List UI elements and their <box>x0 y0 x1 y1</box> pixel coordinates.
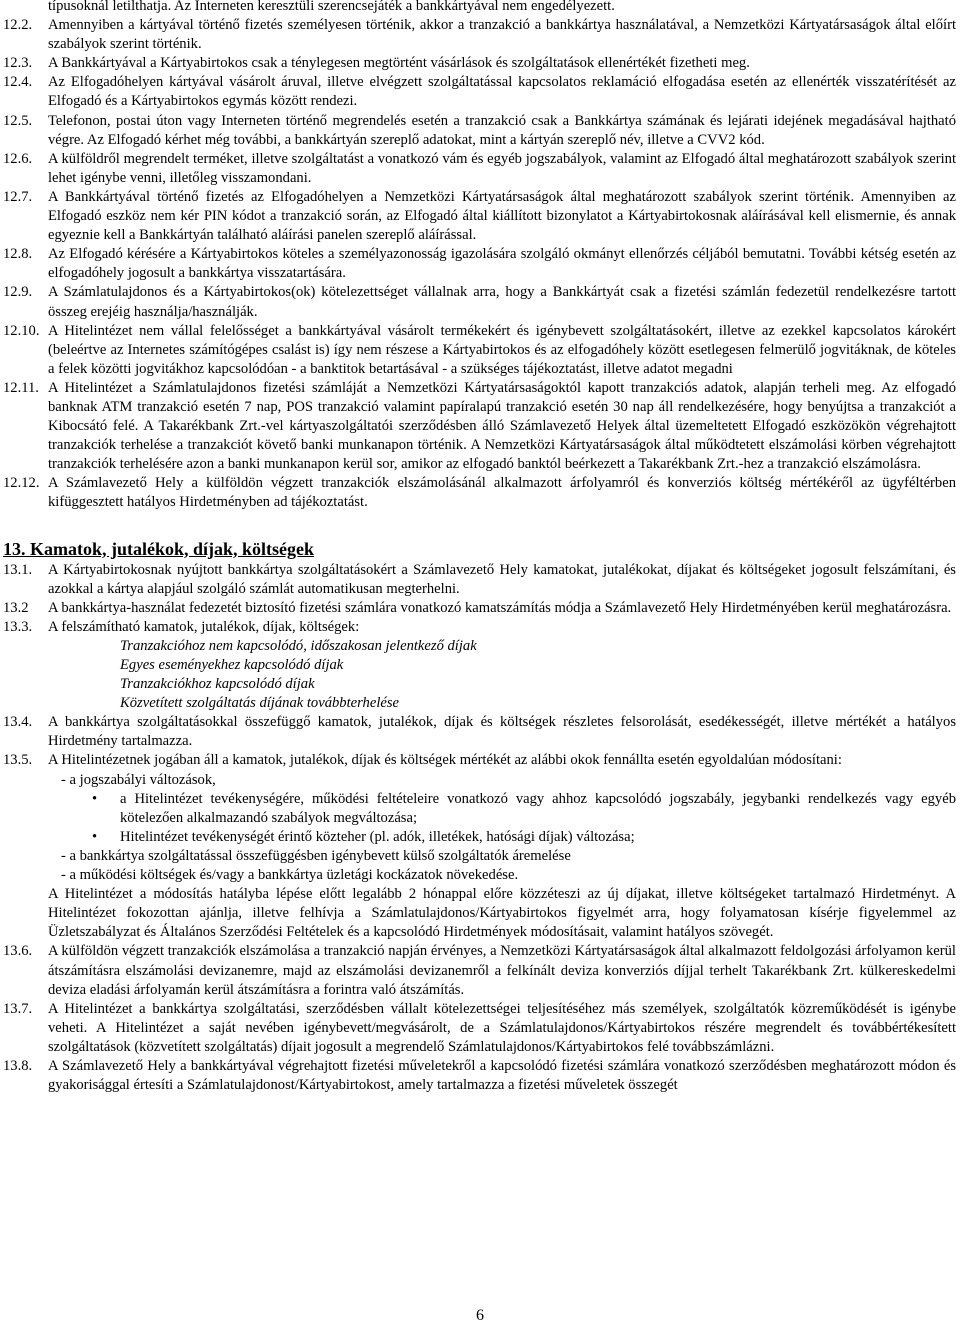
fee-type-list-item: Egyes eseményekhez kapcsolódó díjak <box>120 657 344 673</box>
item-number: 13.2 <box>3 599 29 616</box>
item-number: 12.11. <box>3 379 39 396</box>
item-text: A külföldről megrendelt terméket, illetve szolgáltatást a vonatkozó vám és egyéb jogszabályok, valamint az Elfogadó által meghatározott szabályok szerint lehet igénybe venni, illetőleg visszamondani. <box>48 150 956 186</box>
item-text: A felszámítható kamatok, jutalékok, díjak, költségek: <box>48 618 360 635</box>
item-13-6 <box>0 942 960 999</box>
item-text: Amennyiben a kártyával történő fizetés személyesen történik, akkor a tranzakció a bankkártya használatával, a Nemzetközi Kártyatársaságok által előírt szabályok szerint történik. <box>48 17 956 53</box>
bullet-list <box>0 790 960 847</box>
item-number: 13.7. <box>3 1000 33 1017</box>
item-12-3 <box>0 54 960 73</box>
item-text: A Hitelintézet a bankkártya szolgáltatási, szerződésben vállalt kötelezettségei teljesítéséhez más személyek, szolgáltatók közreműködését is igénybe veheti. A Hitelintézet a saját nevében igénybevett/megvásárolt, de a Számlatulajdonos/Kártyabirtokos részére megrendelt és továbbértékesített szolgáltatások (közvetített szolgáltatás) díjait jogosult a megrendelő Számlatulajdonos/Kártyabirtokos felé továbbszámlázni. <box>48 1000 956 1055</box>
item-13-5 <box>0 751 960 770</box>
item-number: 12.2. <box>3 17 33 34</box>
item-number: 12.3. <box>3 55 33 72</box>
item-12-2 <box>0 16 960 54</box>
item-12-11 <box>0 379 960 474</box>
item-text: A külföldön végzett tranzakciók elszámolása a tranzakció napján érvényes, a Nemzetközi Kártyatársaságok által alkalmazott feldolgozási árfolyamon kerül átszámításra elszámolási devizanemre, majd az elszámolási devizanemről a felkínált deviza konverziós díjjal terhelt Takarékbank Zrt. külkereskedelmi deviza eladási árfolyamán kerül átszámításra a forintra való átszámítás. <box>48 943 956 998</box>
item-text: A bankkártya szolgáltatásokkal összefüggő kamatok, jutalékok, díjak és költségek részletes felsorolását, esedékességét, illetve mértékét a hatályos Hirdetmény tartalmazza. <box>48 714 956 750</box>
item-number: 13.5. <box>3 752 33 769</box>
item-text: Telefonon, postai úton vagy Interneten történő megrendelés esetén a tranzakció csak a Bankkártya számának és lejárati idejének megadásával hajtható végre. Az Elfogadó kérhet még további, a bankkártyán szereplő adatokat, mint a kártyán szereplő név, illetve a CVV2 kód. <box>48 112 956 148</box>
item-text: A Hitelintézet nem vállal felelősséget a bankkártyával vásárolt termékekért és igénybevett szolgáltatásokért, illetve az ezekkel kapcsolatos károkért (beleértve az Internetes számítógépes csalást is) így nem részese a Kártyabirtokos és az elfogadóhely között esetlegesen felmerülő jogvitáknak, de köteles a felek közötti jogvitákhoz kapcsolódóan - a banktitok betartásával - a szükséges tájékoztatást, illetve adatot megadni <box>48 322 956 377</box>
item-text: Az Elfogadó kérésére a Kártyabirtokos köteles a személyazonosság igazolására szolgáló okmányt ellenőrzés céljából bemutatni. További kétség esetén az elfogadóhely jogosult a bankkártya visszatartására. <box>48 246 956 282</box>
fee-type-list-item: Tranzakcióhoz nem kapcsolódó, időszakosan jelentkező díjak <box>120 637 477 654</box>
item-text: A Számlatulajdonos és a Kártyabirtokos(ok) kötelezettséget vállalnak arra, hogy a Bankkártyát csak a fizetési számlán fedezetül rendelkezésre tartott összeg erejéig használja/használják. <box>48 284 956 320</box>
item-number: 12.10. <box>3 322 40 339</box>
item-number: 13.8. <box>3 1057 33 1074</box>
item-12-12 <box>0 474 960 512</box>
top-fragment: típusoknál letilthatja. Az Interneten keresztüli szerencsejáték a bankkártyával nem engedélyezett. <box>48 0 615 14</box>
item-13-8 <box>0 1057 960 1095</box>
bullet-list-item: • a Hitelintézet tevékenységére, működési feltételeire vonatkozó vagy ahhoz kapcsolódó jogszabály, jegybanki rendelkezés vagy egyéb kötelezően alkalmazandó szabályok megváltozása; <box>0 790 956 828</box>
dash-list-item: - a működési költségek és/vagy a bankkártya üzletági kockázatok növekedése. <box>61 867 519 884</box>
item-text: A Bankkártyával történő fizetés az Elfogadóhelyen a Nemzetközi Kártyatársaságok által meghatározott szabályok szerint történik. Amennyiben az Elfogadó eszköz nem kér PIN kódot a tranzakció során, az Elfogadó által kiállított bizonylatot a Kártyabirtokosnak aláírásával kell elismernie, és annak egyeznie kell a Bankkártyán található aláírási panelen szereplő aláírással. <box>48 188 956 244</box>
item-13-4 <box>0 713 960 751</box>
item-number: 13.3. <box>3 618 33 635</box>
page-number: 6 <box>476 1307 484 1324</box>
item-number: 12.4. <box>3 74 33 91</box>
item-text: A Bankkártyával a Kártyabirtokos csak a ténylegesen megtörtént vásárlások és szolgáltatások ellenértékét fizetheti meg. <box>48 55 750 72</box>
item-12-7 <box>0 188 960 245</box>
item-number: 13.4. <box>3 714 33 731</box>
fee-type-list-item: Közvetített szolgáltatás díjának továbbterhelése <box>120 695 400 712</box>
item-12-5 <box>0 112 960 150</box>
item-number: 13.1. <box>3 561 33 578</box>
dash-list-item: - a jogszabályi változások, <box>61 771 216 788</box>
item-text: Az Elfogadóhelyen kártyával vásárolt áruval, illetve elvégzett szolgáltatással kapcsolatos reklamáció elfogadása esetén az ellenérték visszatérítését az Elfogadó és a Kártyabirtokos egymás között rendezi. <box>48 74 956 110</box>
item-number: 12.8. <box>3 246 33 263</box>
item-12-10 <box>0 322 960 379</box>
item-12-8 <box>0 245 960 283</box>
item-13-3 <box>0 618 960 637</box>
section-13-heading <box>0 537 960 561</box>
item-13-7 <box>0 1000 960 1057</box>
item-12-4 <box>0 73 960 111</box>
item-number: 12.6. <box>3 150 33 167</box>
item-text: A Hitelintézetnek jogában áll a kamatok, jutalékok, díjak és költségek mértékét az alábbi okok fennállta esetén egyoldalúan módosítani: <box>48 752 842 769</box>
item-text: A Kártyabirtokosnak nyújtott bankkártya szolgáltatásokért a Számlavezető Hely kamatokat, jutalékokat, díjakat és költségeket jogosult felszámítani, és azokkal a kártya alapjául szolgáló számlát automatikusan megterhelni. <box>48 561 956 597</box>
item-13-1 <box>0 561 960 599</box>
item-text: A Hitelintézet a Számlatulajdonos fizetési számláját a Nemzetközi Kártyatársaságoktól kapott tranzakciós adatok, alapján terheli meg. Az elfogadó banknak ATM tranzakció esetén 7 nap, POS tranzakció valamint papíralapú tranzakció esetén 30 nap áll rendelkezésére, hogy benyújtsa a tranzakciót a Kibocsátó felé. A Takarékbank Zrt.-vel kártyaszolgáltatói szerződésben álló Számlavezető Helyek által üzemeltetett Elfogadó eszközökön végrehajtott tranzakciók terhelése a tranzakciót követő banki munkanapon történik. A Nemzetközi Kártyatársaságok által működtetett elszámolási körben végrehajtott tranzakciók terhelésére azon a banki munkanapon kerül sor, amikor az elfogadó banktól beérkezett a Takarékbank Zrt.-hez a tranzakció elszámolásra. <box>48 379 956 473</box>
fee-type-list-item: Tranzakciókhoz kapcsolódó díjak <box>120 676 315 693</box>
dash-list-item: - a bankkártya szolgáltatással összefüggésben igénybevett külső szolgáltatók áremelése <box>61 847 571 864</box>
item-number: 12.5. <box>3 112 33 129</box>
item-number: 12.12. <box>3 475 40 492</box>
item-number: 13.6. <box>3 943 33 960</box>
item-text: A bankkártya-használat fedezetét biztosító fizetési számlára vonatkozó kamatszámítás módja a Számlavezető Hely Hirdetményében kerül meghatározásra. <box>48 599 952 616</box>
item-13-2 <box>0 599 960 618</box>
item-12-9 <box>0 283 960 321</box>
item-text: A Számlavezető Hely a külföldön végzett tranzakciók elszámolásánál alkalmazott árfolyamról és konverziós költség mértékéről az ügyféltérben kifüggesztett hatályos Hirdetményben ad tájékoztatást. <box>48 475 956 511</box>
bullet-list-item: • Hitelintézet tevékenységét érintő közteher (pl. adók, illetékek, hatósági díjak) változása; <box>0 828 956 847</box>
item-13-5-closing: A Hitelintézet a módosítás hatályba lépése előtt legalább 2 hónappal előre közzéteszi az új díjakat, illetve költségeket tartalmazó Hirdetményt. A Hitelintézet fokozottan ajánlja, illetve felhívja a Számlatulajdonos/Kártyabirtokos figyelmét arra, hogy folyamatosan kísérje figyelemmel az Üzletszabályzat és Általános Szerződési Feltételek és a kapcsolódó Hirdetmények módosításait, valamint hatályos szövegét. <box>48 886 956 941</box>
section-13-heading-text: 13. Kamatok, jutalékok, díjak, költségek <box>3 538 315 559</box>
item-number: 12.7. <box>3 188 33 205</box>
section-12-items <box>0 16 960 512</box>
item-12-6 <box>0 150 960 188</box>
item-text: A Számlavezető Hely a bankkártyával végrehajtott fizetési műveletekről a kapcsolódó fizetési számlára vonatkozó szerződésben meghatározott módon és gyakorisággal értesíti a Számlatulajdonost/Kártyabirtokost, amely tartalmazza a fizetési műveletek összegét <box>48 1057 956 1094</box>
item-number: 12.9. <box>3 284 33 301</box>
